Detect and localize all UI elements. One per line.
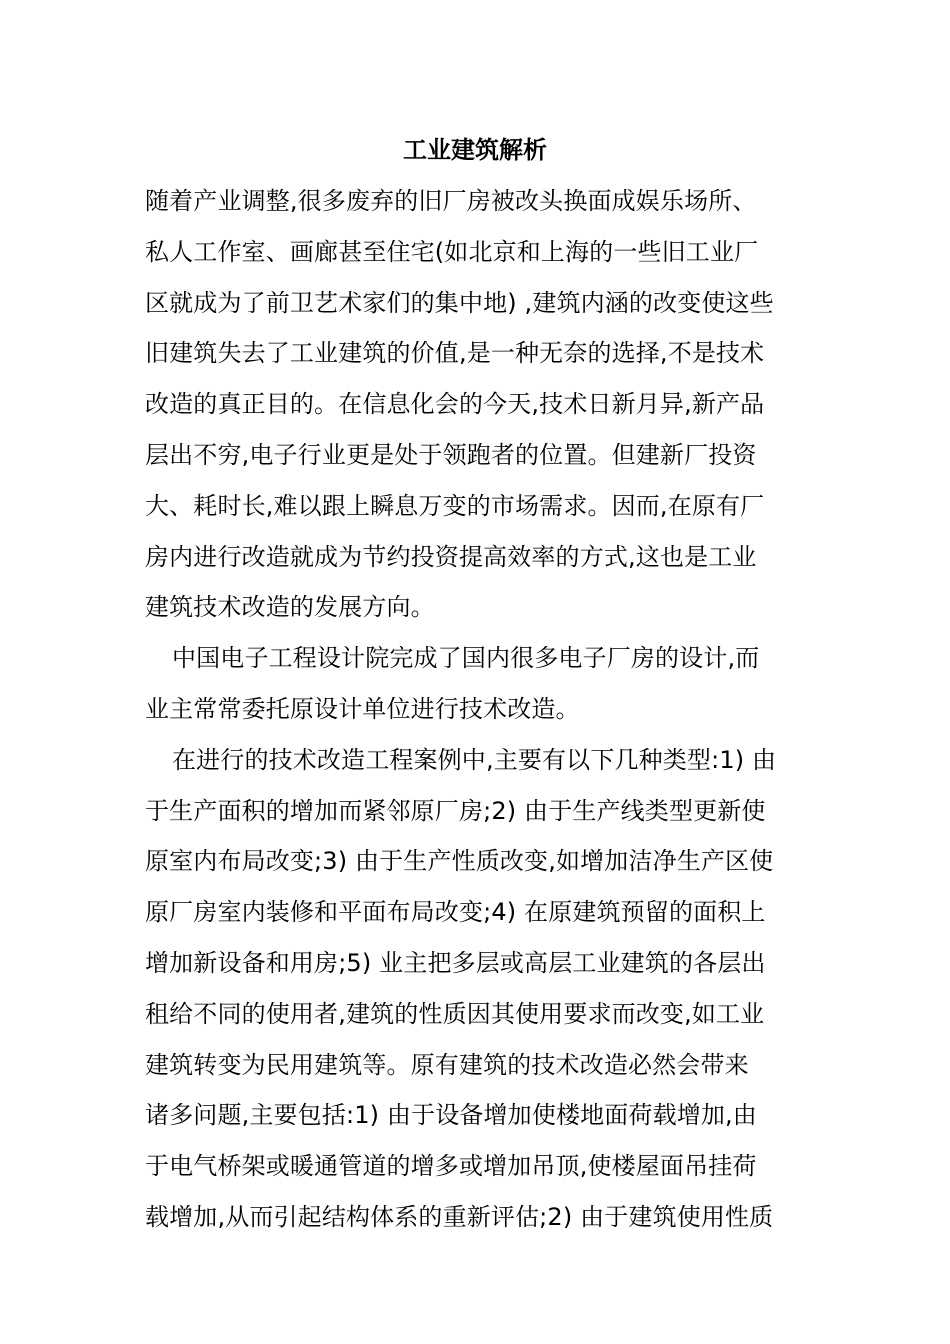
text-line: 业主常常委托原设计单位进行技术改造。 xyxy=(145,694,580,723)
text-line: 建筑技术改造的发展方向。 xyxy=(145,593,435,622)
text-line: 在进行的技术改造工程案例中,主要有以下几种类型:1) 由 xyxy=(172,745,777,774)
text-line: 租给不同的使用者,建筑的性质因其使用要求而改变,如工业 xyxy=(145,999,765,1028)
text-line: 于电气桥架或暖通管道的增多或增加吊顶,使楼屋面吊挂荷 xyxy=(145,1152,757,1181)
text-line: 诸多问题,主要包括:1) 由于设备增加使楼地面荷载增加,由 xyxy=(145,1101,757,1130)
text-line: 层出不穷,电子行业更是处于领跑者的位置。但建新厂投资 xyxy=(145,440,757,469)
document-title: 工业建筑解析 xyxy=(403,136,547,164)
document-body xyxy=(145,176,810,1243)
text-line: 建筑转变为民用建筑等。原有建筑的技术改造必然会带来 xyxy=(145,1050,749,1079)
text-line: 私人工作室、画廊甚至住宅(如北京和上海的一些旧工业厂 xyxy=(145,237,759,266)
text-line: 大、耗时长,难以跟上瞬息万变的市场需求。因而,在原有厂 xyxy=(145,491,765,520)
text-line: 房内进行改造就成为节约投资提高效率的方式,这也是工业 xyxy=(145,542,757,571)
text-line: 随着产业调整,很多废弃的旧厂房被改头换面成娱乐场所、 xyxy=(145,187,757,215)
text-line: 载增加,从而引起结构体系的重新评估;2) 由于建筑使用性质 xyxy=(145,1202,774,1231)
text-line: 于生产面积的增加而紧邻原厂房;2) 由于生产线类型更新使 xyxy=(145,796,766,825)
text-line: 中国电子工程设计院完成了国内很多电子厂房的设计,而 xyxy=(172,644,760,673)
text-line: 旧建筑失去了工业建筑的价值,是一种无奈的选择,不是技术 xyxy=(145,339,765,368)
text-line: 增加新设备和用房;5) 业主把多层或高层工业建筑的各层出 xyxy=(145,948,766,977)
text-line: 原室内布局改变;3) 由于生产性质改变,如增加洁净生产区使 xyxy=(145,847,774,876)
text-line: 改造的真正目的。在信息化会的今天,技术日新月异,新产品 xyxy=(145,390,765,419)
text-line: 区就成为了前卫艺术家们的集中地) ,建筑内涵的改变使这些 xyxy=(145,288,774,317)
text-line: 原厂房室内装修和平面布局改变;4) 在原建筑预留的面积上 xyxy=(145,898,766,927)
